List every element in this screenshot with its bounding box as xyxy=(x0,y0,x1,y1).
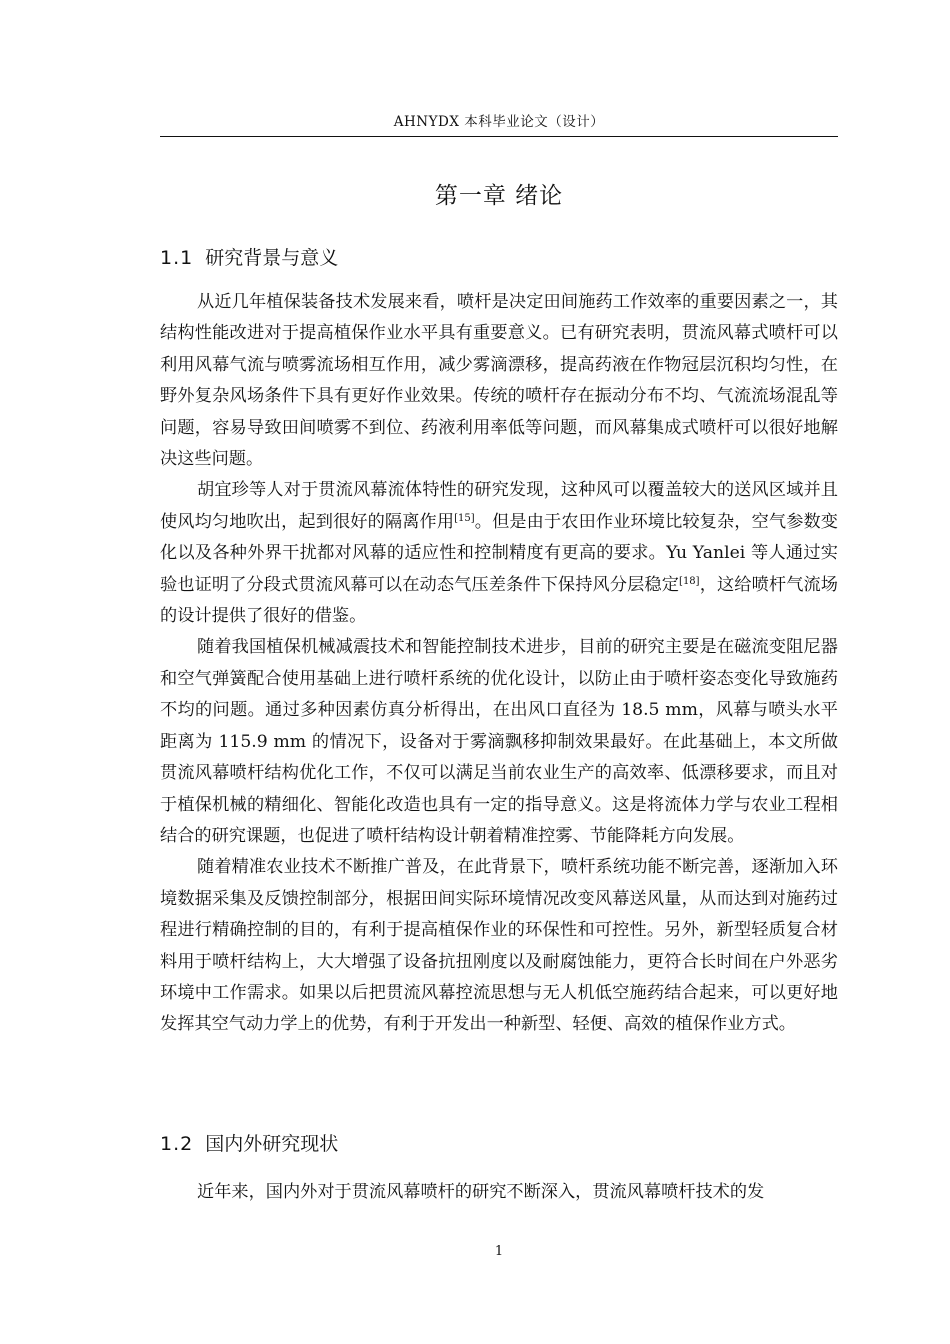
section-number: 1.2 xyxy=(160,1133,194,1155)
section-heading-1-2 xyxy=(160,1130,838,1158)
section-1-1-body xyxy=(160,287,838,1041)
paragraph: 随着精准农业技术不断推广普及，在此背景下，喷杆系统功能不断完善，逐渐加入环境数据采集及反馈控制部分，根据田间实际环境情况改变风幕送风量，从而达到对施药过程进行精确控制的目的，有利于提高植保作业的环保性和可控性。另外，新型轻质复合材料用于喷杆结构上，大大增强了设备抗扭刚度以及耐腐蚀能力，更符合长时间在户外恶劣环境中工作需求。如果以后把贯流风幕控流思想与无人机低空施药结合起来，可以更好地发挥其空气动力学上的优势，有利于开发出一种新型、轻便、高效的植保作业方式。 xyxy=(160,857,838,1035)
section-title-text: 研究背景与意义 xyxy=(205,247,339,269)
header-rule xyxy=(160,136,838,137)
chapter-title: 第一章 绪论 xyxy=(434,183,564,209)
citation-ref: [18] xyxy=(679,575,700,587)
paragraph xyxy=(160,475,838,632)
section-1-2-body xyxy=(160,1177,838,1208)
section-title-text: 国内外研究现状 xyxy=(205,1133,339,1155)
paragraph-text: 。但是由于农田作业环境比较复杂，空气参数变化以及各种外界干扰都对风幕的适应性和控制精度有更高的要求。Yu Yanlei 等人通过实验也证明了分段式贯流风幕可以在动态气压差条件下保持风分层稳定 xyxy=(160,511,838,595)
section-heading-1-1 xyxy=(160,244,838,272)
running-header: AHNYDX 本科毕业论文（设计） xyxy=(393,114,605,130)
paragraph-text: ，这给喷杆气流场的设计提供了很好的借鉴。 xyxy=(160,574,838,627)
page-number: 1 xyxy=(494,1244,504,1259)
paragraph-text: 胡宜珍等人对于贯流风幕流体特性的研究发现，这种风可以覆盖较大的送风区域并且使风均匀地吹出，起到很好的隔离作用 xyxy=(160,480,838,532)
paragraph: 随着我国植保机械减震技术和智能控制技术进步，目前的研究主要是在磁流变阻尼器和空气弹簧配合使用基础上进行喷杆系统的优化设计，以防止由于喷杆姿态变化导致施药不均的问题。通过多种因素仿真分析得出，在出风口直径为 18.5 mm，风幕与喷头水平距离为 115.9 mm 的情况下，设备对于雾滴飘移抑制效果最好。在此基础上，本文所做贯流风幕喷杆结构优化工作，不仅可以满足当前农业生产的高效率、低漂移要求，而且对于植保机械的精细化、智能化改造也具有一定的指导意义。这是将流体力学与农业工程相结合的研究课题，也促进了喷杆结构设计朝着精准控雾、节能降耗方向发展。 xyxy=(160,637,838,846)
paragraph: 从近几年植保装备技术发展来看，喷杆是决定田间施药工作效率的重要因素之一，其结构性能改进对于提高植保作业水平具有重要意义。已有研究表明，贯流风幕式喷杆可以利用风幕气流与喷雾流场相互作用，减少雾滴漂移，提高药液在作物冠层沉积均匀性，在野外复杂风场条件下具有更好作业效果。传统的喷杆存在振动分布不均、气流流场混乱等问题，容易导致田间喷雾不到位、药液利用率低等问题，而风幕集成式喷杆可以很好地解决这些问题。 xyxy=(160,292,838,470)
section-number: 1.1 xyxy=(160,247,194,269)
citation-ref: [15] xyxy=(454,512,475,524)
paragraph: 近年来，国内外对于贯流风幕喷杆的研究不断深入，贯流风幕喷杆技术的发 xyxy=(197,1182,765,1202)
